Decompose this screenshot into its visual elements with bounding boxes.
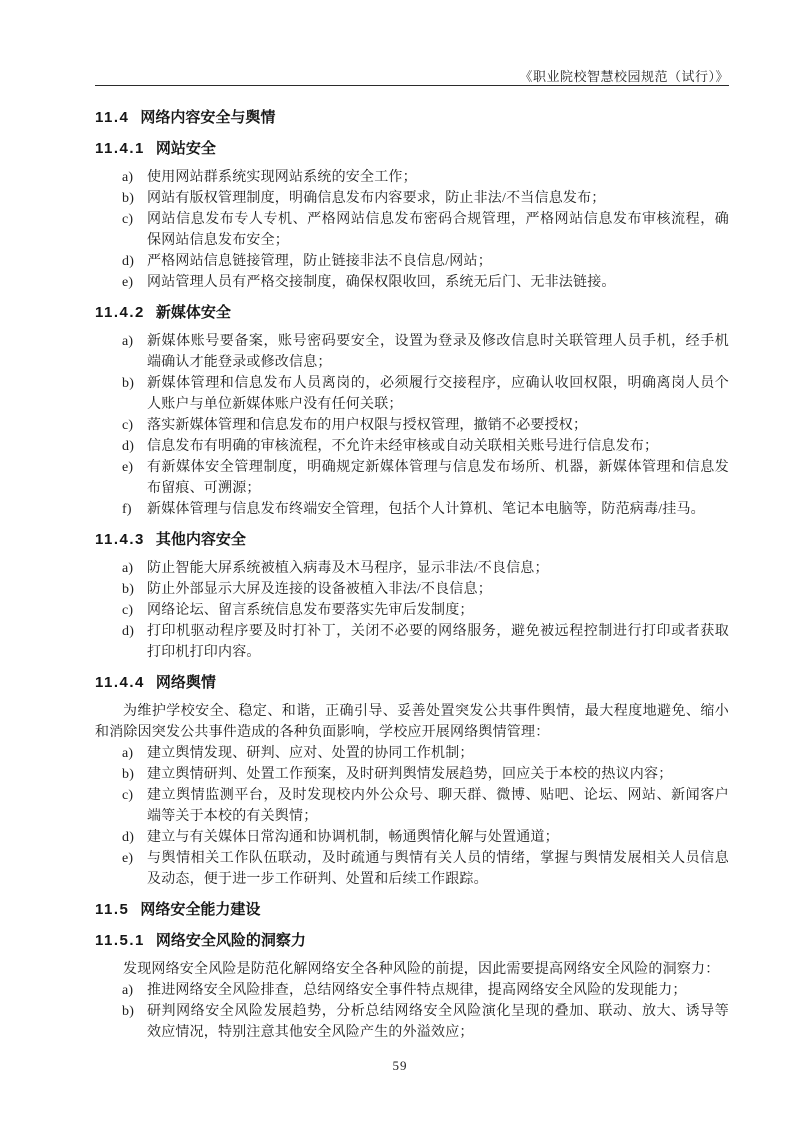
list-item bbox=[95, 209, 729, 251]
list-item-label: d) bbox=[122, 254, 135, 269]
list-item-label: a) bbox=[122, 334, 134, 349]
list-item bbox=[95, 272, 729, 293]
section-title: 新媒体安全 bbox=[155, 304, 231, 321]
list-item bbox=[95, 251, 729, 272]
list-item-label: a) bbox=[122, 983, 134, 998]
list-item-text: 新媒体账号要备案，账号密码要安全，设置为登录及修改信息时关联管理人员手机，经手机端确认才能登录或修改信息； bbox=[147, 334, 729, 370]
section-heading-11-5 bbox=[95, 899, 729, 921]
section-title: 网络安全风险的洞察力 bbox=[155, 932, 306, 949]
list-item-label: b) bbox=[122, 191, 135, 206]
section-number: 11.4.2 bbox=[95, 304, 145, 321]
section-heading-11-4-4 bbox=[95, 672, 729, 694]
list-item-text: 网站信息发布专人专机、严格网站信息发布密码合规管理，严格网站信息发布审核流程，确保网站信息发布安全； bbox=[147, 212, 729, 248]
list-item-label: f) bbox=[122, 502, 132, 517]
list-item-text: 研判网络安全风险发展趋势，分析总结网络安全风险演化呈现的叠加、联动、放大、诱导等效应情况，特别注意其他安全风险产生的外溢效应； bbox=[147, 1004, 729, 1040]
list-item-text: 新媒体管理和信息发布人员离岗的，必须履行交接程序，应确认收回权限，明确离岗人员个人账户与单位新媒体账户没有任何关联； bbox=[147, 376, 729, 412]
lettered-list bbox=[95, 743, 729, 890]
list-item bbox=[95, 499, 729, 520]
list-item-text: 严格网站信息链接管理，防止链接非法不良信息/网站； bbox=[147, 254, 492, 269]
list-item-text: 网站管理人员有严格交接制度，确保权限收回，系统无后门、无非法链接。 bbox=[147, 275, 616, 290]
list-item-text: 建立舆情监测平台，及时发现校内外公众号、聊天群、微博、贴吧、论坛、网站、新闻客户端等关于本校的有关舆情； bbox=[147, 788, 729, 824]
list-item bbox=[95, 785, 729, 827]
list-item-text: 打印机驱动程序要及时打补丁，关闭不必要的网络服务，避免被远程控制进行打印或者获取打印机打印内容。 bbox=[147, 624, 729, 660]
header-rule bbox=[95, 85, 729, 86]
list-item-label: b) bbox=[122, 376, 135, 391]
list-item bbox=[95, 436, 729, 457]
list-item-label: a) bbox=[122, 170, 134, 185]
section-heading-11-4-1 bbox=[95, 138, 729, 160]
lettered-list bbox=[95, 331, 729, 520]
list-item-label: a) bbox=[122, 561, 134, 576]
list-item bbox=[95, 764, 729, 785]
list-item-label: b) bbox=[122, 582, 135, 597]
list-item-text: 防止外部显示大屏及连接的设备被植入非法/不良信息； bbox=[147, 582, 492, 597]
list-item bbox=[95, 331, 729, 373]
list-item-label: b) bbox=[122, 1004, 135, 1019]
document-blocks bbox=[95, 98, 729, 1043]
list-item bbox=[95, 827, 729, 848]
list-item-text: 信息发布有明确的审核流程，不允许未经审核或自动关联相关账号进行信息发布； bbox=[147, 439, 659, 454]
list-item-label: c) bbox=[122, 603, 134, 618]
list-item-text: 防止智能大屏系统被植入病毒及木马程序，显示非法/不良信息； bbox=[147, 561, 549, 576]
list-item-label: e) bbox=[122, 851, 134, 866]
list-item-label: c) bbox=[122, 788, 134, 803]
list-item-label: c) bbox=[122, 212, 134, 227]
list-item bbox=[95, 167, 729, 188]
list-item bbox=[95, 373, 729, 415]
list-item-label: e) bbox=[122, 460, 134, 475]
section-title: 网络内容安全与舆情 bbox=[140, 109, 276, 126]
section-number: 11.4.3 bbox=[95, 531, 145, 548]
list-item-label: c) bbox=[122, 418, 134, 433]
section-number: 11.5 bbox=[95, 901, 130, 918]
section-number: 11.4.4 bbox=[95, 674, 145, 691]
list-item-label: d) bbox=[122, 624, 135, 639]
list-item-text: 网络论坛、留言系统信息发布要落实先审后发制度； bbox=[147, 603, 474, 618]
list-item bbox=[95, 600, 729, 621]
page-number: 59 bbox=[392, 1058, 408, 1073]
list-item bbox=[95, 621, 729, 663]
list-item-text: 建立舆情发现、研判、应对、处置的协同工作机制； bbox=[147, 746, 474, 761]
list-item bbox=[95, 415, 729, 436]
lettered-list bbox=[95, 558, 729, 663]
section-heading-11-4 bbox=[95, 107, 729, 129]
list-item-text: 推进网络安全风险排查，总结网络安全事件特点规律，提高网络安全风险的发现能力； bbox=[147, 983, 687, 998]
running-header-title: 《职业院校智慧校园规范（试行）》 bbox=[519, 69, 729, 84]
list-item-text: 使用网站群系统实现网站系统的安全工作； bbox=[147, 170, 417, 185]
section-heading-11-4-3 bbox=[95, 529, 729, 551]
section-heading-11-4-2 bbox=[95, 302, 729, 324]
section-title: 网络安全能力建设 bbox=[140, 901, 261, 918]
list-item-label: d) bbox=[122, 830, 135, 845]
lettered-list bbox=[95, 980, 729, 1043]
section-number: 11.5.1 bbox=[95, 932, 145, 949]
list-item bbox=[95, 848, 729, 890]
list-item-text: 有新媒体安全管理制度，明确规定新媒体管理与信息发布场所、机器，新媒体管理和信息发布留痕、可溯源； bbox=[147, 460, 729, 496]
lettered-list bbox=[95, 167, 729, 293]
list-item-text: 建立舆情研判、处置工作预案，及时研判舆情发展趋势，回应关于本校的热议内容； bbox=[147, 767, 673, 782]
section-number: 11.4.1 bbox=[95, 140, 145, 157]
section-number: 11.4 bbox=[95, 109, 130, 126]
paragraph: 为维护学校安全、稳定、和谐，正确引导、妥善处置突发公共事件舆情，最大程度地避免、缩小和消除因突发公共事件造成的各种负面影响，学校应开展网络舆情管理： bbox=[95, 704, 729, 740]
list-item-text: 网站有版权管理制度，明确信息发布内容要求，防止非法/不当信息发布； bbox=[147, 191, 606, 206]
list-item bbox=[95, 1001, 729, 1043]
list-item-label: d) bbox=[122, 439, 135, 454]
list-item bbox=[95, 980, 729, 1001]
list-item bbox=[95, 558, 729, 579]
list-item-text: 落实新媒体管理和信息发布的用户权限与授权管理，撤销不必要授权； bbox=[147, 418, 588, 433]
section-title: 网络舆情 bbox=[155, 674, 216, 691]
list-item bbox=[95, 457, 729, 499]
list-item bbox=[95, 579, 729, 600]
section-heading-11-5-1 bbox=[95, 930, 729, 952]
list-item-label: b) bbox=[122, 767, 135, 782]
section-title: 其他内容安全 bbox=[155, 531, 246, 548]
list-item-text: 建立与有关媒体日常沟通和协调机制，畅通舆情化解与处置通道； bbox=[147, 830, 559, 845]
list-item-text: 与舆情相关工作队伍联动，及时疏通与舆情有关人员的情绪，掌握与舆情发展相关人员信息及动态，便于进一步工作研判、处置和后续工作跟踪。 bbox=[147, 851, 729, 887]
list-item-label: a) bbox=[122, 746, 134, 761]
section-title: 网站安全 bbox=[155, 140, 216, 157]
list-item-label: e) bbox=[122, 275, 134, 290]
list-item bbox=[95, 188, 729, 209]
list-item bbox=[95, 743, 729, 764]
paragraph: 发现网络安全风险是防范化解网络安全各种风险的前提，因此需要提高网络安全风险的洞察力： bbox=[123, 962, 720, 977]
list-item-text: 新媒体管理与信息发布终端安全管理，包括个人计算机、笔记本电脑等，防范病毒/挂马。 bbox=[147, 502, 705, 517]
